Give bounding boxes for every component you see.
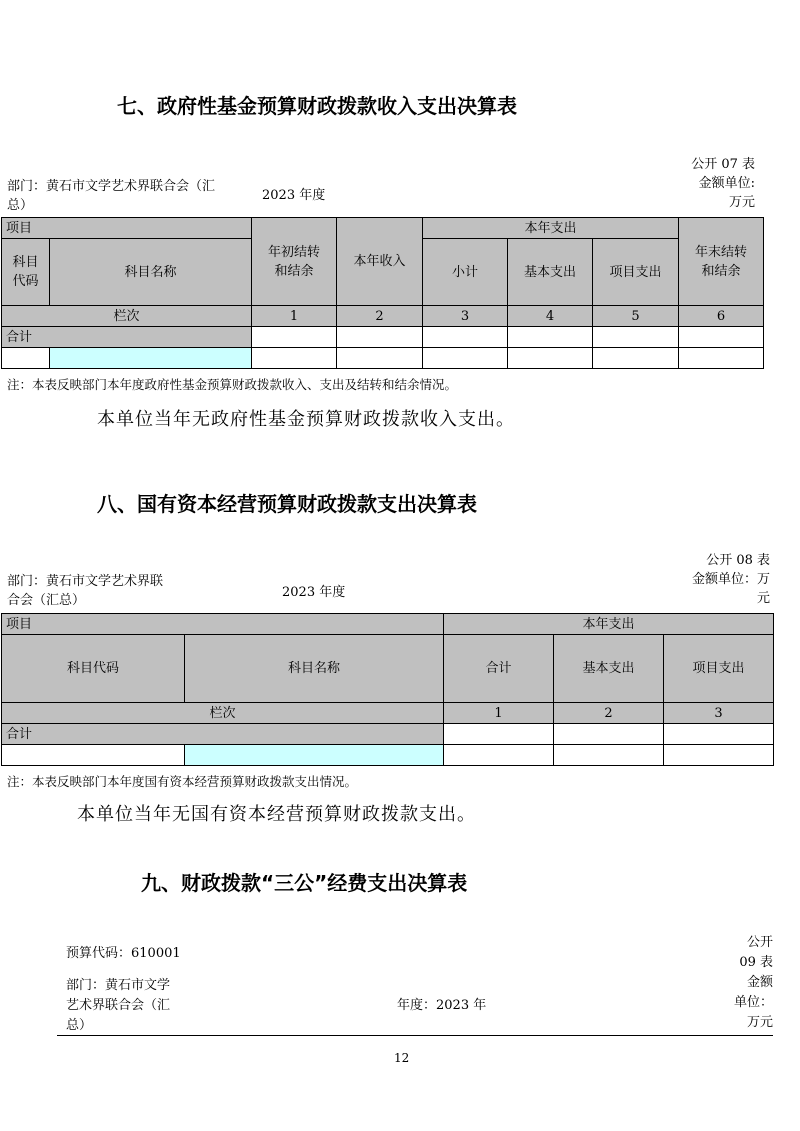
section9-dept xyxy=(66,976,170,1036)
section7-year: 2023 年度 xyxy=(262,188,326,203)
section8-dept-line2: 合会（汇总） xyxy=(7,593,86,608)
table-cell xyxy=(337,348,423,369)
table-row xyxy=(2,348,764,369)
table-row xyxy=(2,724,774,745)
s7-begin-balance-header: 年初结转 和结余 xyxy=(252,218,337,306)
s7-project-header: 项目支出 xyxy=(593,239,679,306)
section9-rule xyxy=(57,1035,773,1036)
s7-total-label: 合计 xyxy=(2,327,252,348)
s7-col-num: 4 xyxy=(508,306,593,327)
section8-year: 2023 年度 xyxy=(282,585,346,600)
table-cell xyxy=(593,327,679,348)
table-cell xyxy=(508,327,593,348)
section7-note: 注：本表反映部门本年度政府性基金预算财政拨款收入、支出及结转和结余情况。 xyxy=(7,377,458,392)
s7-basic-header: 基本支出 xyxy=(508,239,593,306)
page-number: 12 xyxy=(394,1051,410,1065)
s8-total-col-header: 合计 xyxy=(444,635,554,703)
table-cell xyxy=(593,348,679,369)
table-cell xyxy=(444,745,554,766)
s8-total-label: 合计 xyxy=(2,724,444,745)
section9-budget-code: 预算代码：610001 xyxy=(66,946,181,961)
s8-expense-group-header: 本年支出 xyxy=(444,614,774,635)
s7-col-num: 2 xyxy=(337,306,423,327)
s7-expense-group-header: 本年支出 xyxy=(423,218,679,239)
section9-dept-line3: 总） xyxy=(66,1018,93,1033)
table-cell xyxy=(664,724,774,745)
section9-unit-line2: 单位： xyxy=(733,995,773,1010)
section9-form-no-line2: 09 表 xyxy=(739,955,773,970)
s8-project-header: 项目支出 xyxy=(664,635,774,703)
table-cell xyxy=(2,745,185,766)
section8-unit-line1: 金额单位：万 xyxy=(691,572,770,587)
table-cell xyxy=(444,724,554,745)
table-cell xyxy=(664,745,774,766)
section9-heading: 九、财政拨款“三公”经费支出决算表 xyxy=(141,871,468,895)
section9-dept-line1: 部门：黄石市文学 xyxy=(66,978,171,993)
table-cell xyxy=(679,348,764,369)
table-cell xyxy=(423,327,508,348)
s7-col-num: 1 xyxy=(252,306,337,327)
section8-table xyxy=(1,613,774,766)
s7-col-num: 5 xyxy=(593,306,679,327)
section9-form-no-line1: 公开 xyxy=(746,935,773,950)
s8-col-label: 栏次 xyxy=(2,703,444,724)
section7-unit-line2: 万元 xyxy=(728,195,755,210)
section7-heading: 七、政府性基金预算财政拨款收入支出决算表 xyxy=(117,94,517,118)
s7-subtotal-header: 小计 xyxy=(423,239,508,306)
s7-name-header: 科目名称 xyxy=(50,239,252,306)
table-cell xyxy=(423,348,508,369)
table-cell xyxy=(508,348,593,369)
table-cell xyxy=(2,348,50,369)
table-cell xyxy=(679,327,764,348)
table-cell xyxy=(337,327,423,348)
table-cell xyxy=(554,745,664,766)
s8-basic-header: 基本支出 xyxy=(554,635,664,703)
section7-dept xyxy=(7,177,215,215)
table-row xyxy=(2,327,764,348)
section9-dept-line2: 艺术界联合会（汇 xyxy=(66,998,171,1013)
section8-form-no: 公开 08 表 xyxy=(706,553,770,568)
s7-item-header: 项目 xyxy=(2,218,252,239)
s7-col-num: 3 xyxy=(423,306,508,327)
s7-col-label: 栏次 xyxy=(2,306,252,327)
section8-dept xyxy=(7,572,163,610)
section9-form-meta xyxy=(734,933,773,1033)
s8-item-header: 项目 xyxy=(2,614,444,635)
section9-unit-line3: 万元 xyxy=(746,1015,773,1030)
section7-form-no: 公开 07 表 xyxy=(691,157,755,172)
section8-form-meta xyxy=(692,551,770,608)
s7-code-header: 科目 代码 xyxy=(2,239,50,306)
s8-col-num: 2 xyxy=(554,703,664,724)
s7-end-balance-header: 年末结转 和结余 xyxy=(679,218,764,306)
s8-code-header: 科目代码 xyxy=(2,635,185,703)
section9-unit-line1: 金额 xyxy=(746,975,773,990)
table-cell xyxy=(252,327,337,348)
section7-table xyxy=(1,217,764,369)
s8-col-num: 1 xyxy=(444,703,554,724)
section7-dept-line2: 总） xyxy=(7,198,34,213)
s8-name-header: 科目名称 xyxy=(185,635,444,703)
section7-unit-line1: 金额单位: xyxy=(698,176,755,191)
section8-unit-line2: 元 xyxy=(756,591,770,606)
section9-year: 年度：2023 年 xyxy=(397,998,487,1013)
section8-dept-line1: 部门：黄石市文学艺术界联 xyxy=(7,574,164,589)
section8-heading: 八、国有资本经营预算财政拨款支出决算表 xyxy=(97,492,477,516)
section7-form-meta xyxy=(691,155,755,212)
table-cell xyxy=(185,745,444,766)
s8-col-num: 3 xyxy=(664,703,774,724)
s7-income-header: 本年收入 xyxy=(337,218,423,306)
table-cell xyxy=(252,348,337,369)
section8-statement: 本单位当年无国有资本经营预算财政拨款支出。 xyxy=(77,804,476,825)
s7-col-num: 6 xyxy=(679,306,764,327)
table-cell xyxy=(554,724,664,745)
section7-dept-line1: 部门：黄石市文学艺术界联合会（汇 xyxy=(7,179,216,194)
section7-statement: 本单位当年无政府性基金预算财政拨款收入支出。 xyxy=(97,409,515,430)
section8-note: 注：本表反映部门本年度国有资本经营预算财政拨款支出情况。 xyxy=(7,774,358,789)
table-cell xyxy=(50,348,252,369)
table-row xyxy=(2,745,774,766)
